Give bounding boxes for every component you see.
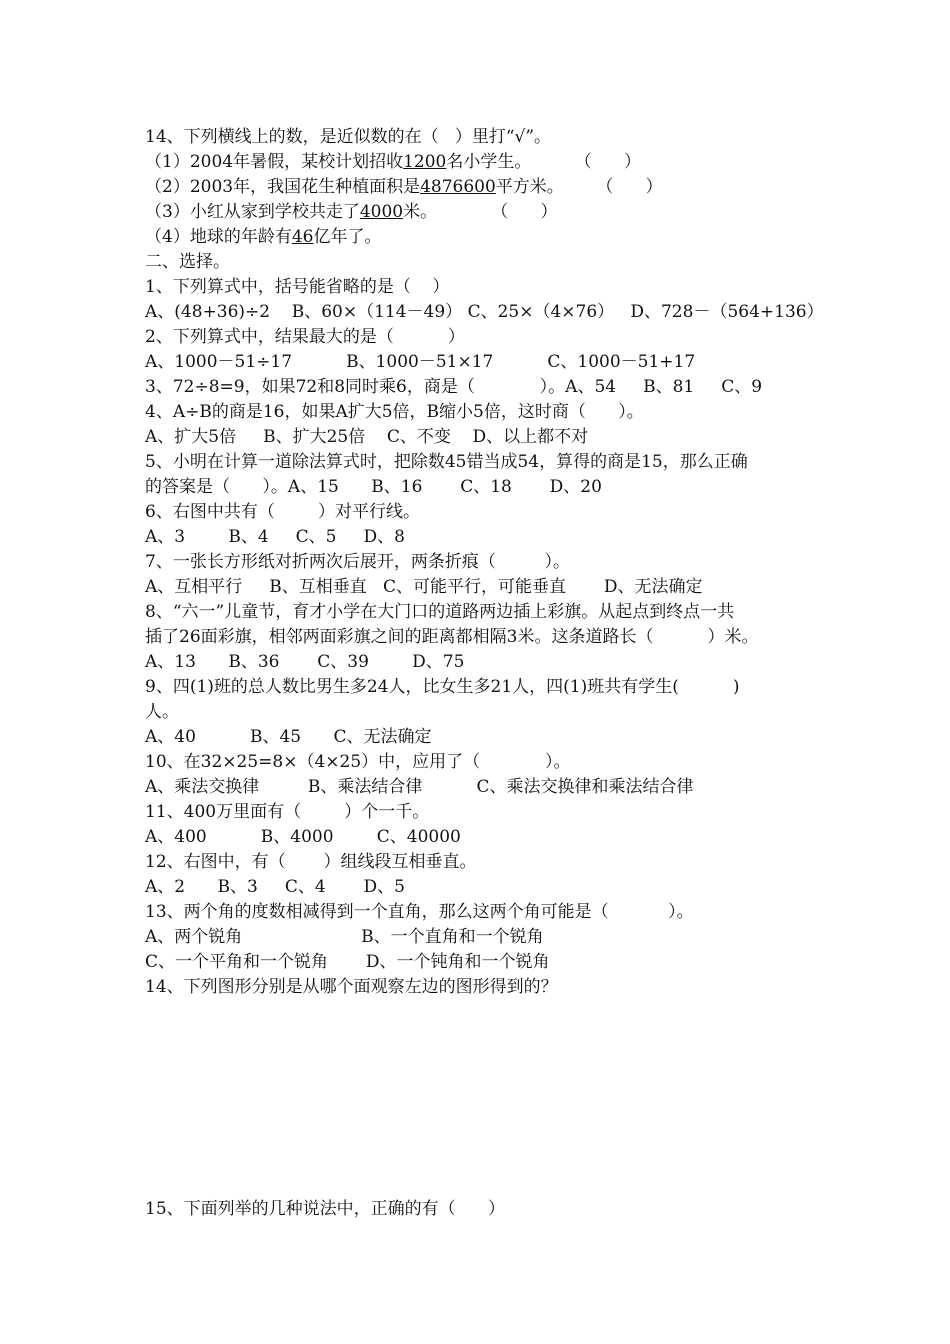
approx-item-1-text-a: （1）2004年暑假，某校计划招收 <box>145 152 404 172</box>
approx-item-2-text-b: 平方米。 （ ） <box>495 177 663 197</box>
approx-item-1-text-b: 名小学生。 （ ） <box>446 152 642 172</box>
q7-options: A、互相平行 B、互相垂直 C、可能平行，可能垂直 D、无法确定 <box>145 577 703 597</box>
q7-text: 7、一张长方形纸对折两次后展开，两条折痕（ ）。 <box>145 552 570 572</box>
q11-text: 11、400万里面有（ ）个一千。 <box>145 802 430 822</box>
approx-item-3 <box>145 201 558 223</box>
q11-options: A、400 B、4000 C、40000 <box>145 827 461 847</box>
q4-options: A、扩大5倍 B、扩大25倍 C、不变 D、以上都不对 <box>145 427 589 447</box>
q12-options: A、2 B、3 C、4 D、5 <box>145 877 405 897</box>
approx-item-3-number: 4000 <box>359 202 404 222</box>
q5-text-cont: 的答案是（ ）。A、15 B、16 C、18 D、20 <box>145 477 602 497</box>
approx-item-1-number: 1200 <box>403 152 447 172</box>
q15-text: 15、下面列举的几种说法中，正确的有（ ） <box>145 1199 506 1219</box>
q1-text: 1、下列算式中，括号能省略的是（ ） <box>145 277 450 297</box>
q5-text: 5、小明在计算一道除法算式时，把除数45错当成54，算得的商是15，那么正确 <box>145 452 748 472</box>
q9-text: 9、四(1)班的总人数比男生多24人，比女生多21人，四(1)班共有学生( ) <box>145 677 740 697</box>
q14-text: 14、下列图形分别是从哪个面观察左边的图形得到的？ <box>145 977 558 997</box>
approx-item-4 <box>145 226 381 248</box>
approx-item-2-number: 4876600 <box>420 177 496 197</box>
approx-item-4-text-a: （4）地球的年龄有 <box>145 227 292 247</box>
q8-options: A、13 B、36 C、39 D、75 <box>145 652 465 672</box>
q8-text-cont: 插了26面彩旗，相邻两面彩旗之间的距离都相隔3米。这条道路长（ ）米。 <box>145 627 759 647</box>
q12-text: 12、右图中，有（ ）组线段互相垂直。 <box>145 852 477 872</box>
q13-options-2: C、一个平角和一个锐角 D、一个钝角和一个锐角 <box>145 952 550 972</box>
approx-item-2 <box>145 176 663 198</box>
approx-item-4-text-b: 亿年了。 <box>313 227 382 247</box>
q6-text: 6、右图中共有（ ）对平行线。 <box>145 502 421 522</box>
figure-blank-area <box>145 1003 805 1193</box>
approx-item-1 <box>145 151 641 173</box>
q3-text: 3、72÷8=9，如果72和8同时乘6，商是（ ）。A、54 B、81 C、9 <box>145 377 763 397</box>
approx-item-3-text-a: （3）小红从家到学校共走了 <box>145 202 360 222</box>
question-approx-title: 14、下列横线上的数，是近似数的在（ ）里打“√”。 <box>145 127 552 147</box>
section-choice-heading: 二、选择。 <box>145 252 230 272</box>
q8-text: 8、“六一”儿童节，育才小学在大门口的道路两边插上彩旗。从起点到终点一共 <box>145 602 735 622</box>
q13-options-1: A、两个锐角 B、一个直角和一个锐角 <box>145 927 544 947</box>
q9-options: A、40 B、45 C、无法确定 <box>145 727 432 747</box>
q10-options: A、乘法交换律 B、乘法结合律 C、乘法交换律和乘法结合律 <box>145 777 694 797</box>
q2-text: 2、下列算式中，结果最大的是（ ） <box>145 327 465 347</box>
q9-text-cont: 人。 <box>145 702 179 722</box>
q1-options: A、(48+36)÷2 B、60×（114－49） C、25×（4×76） D、728－（564+136） <box>145 302 824 322</box>
approx-item-3-text-b: 米。 （ ） <box>403 202 558 222</box>
approx-item-2-text-a: （2）2003年，我国花生种植面积是 <box>145 177 421 197</box>
q2-options: A、1000－51÷17 B、1000－51×17 C、1000－51+17 <box>145 352 696 372</box>
q4-text: 4、A÷B的商是16，如果A扩大5倍，B缩小5倍，这时商（ ）。 <box>145 402 644 422</box>
q6-options: A、3 B、4 C、5 D、8 <box>145 527 405 547</box>
q13-text: 13、两个角的度数相减得到一个直角，那么这两个角可能是（ ）。 <box>145 902 694 922</box>
q10-text: 10、在32×25=8×（4×25）中，应用了（ ）。 <box>145 752 571 772</box>
approx-item-4-number: 46 <box>291 227 314 247</box>
